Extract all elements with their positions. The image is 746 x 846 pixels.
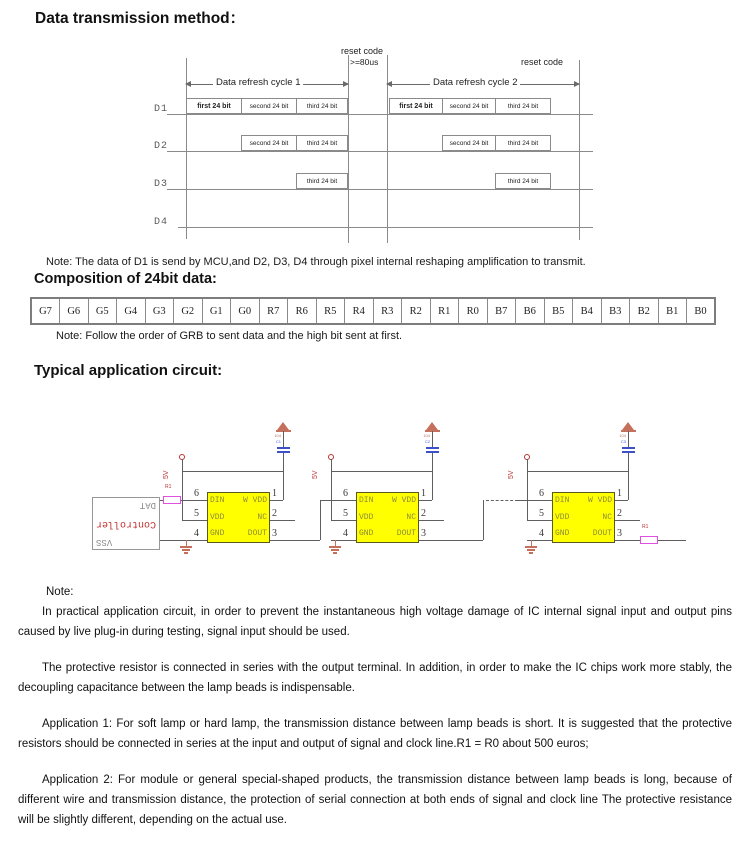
bit-cell: B7 (487, 298, 516, 324)
signal-label-d3: D3 (153, 179, 168, 190)
supply-5v-label: 5V (163, 470, 170, 479)
ground-icon (184, 552, 188, 554)
controller-box (92, 497, 160, 550)
ground-icon (525, 546, 537, 548)
signal-label-d2: D2 (153, 141, 168, 152)
ground-icon (182, 549, 190, 551)
series-resistor-label: R1 (642, 524, 649, 530)
wire (658, 540, 686, 541)
wire (270, 520, 295, 521)
wire (270, 540, 320, 541)
bit-cell: B0 (687, 298, 716, 324)
bit-cell: G0 (231, 298, 260, 324)
series-resistor-label: R1 (165, 484, 172, 490)
power-flag-icon (622, 422, 634, 430)
ic-pin-vdd: VDD (359, 512, 374, 522)
pin-number: 2 (421, 508, 426, 519)
wire (615, 500, 628, 501)
ground-icon (180, 546, 192, 548)
reset-code-label-1: reset code (341, 46, 384, 56)
wire (182, 500, 207, 501)
wire (270, 500, 283, 501)
pin-number: 3 (617, 528, 622, 539)
wire (331, 520, 356, 521)
ground-icon (333, 552, 337, 554)
ic-chip (207, 492, 270, 543)
note-paragraph-3: Application 1: For soft lamp or hard lamp, the transmission distance between lamp beads is short. It is suggested that the protective resistors should be connected in series at the input and output of signal and clock line.R1 = R0 about 500 euros; (18, 718, 732, 750)
notes-section (18, 582, 732, 846)
wire (432, 431, 433, 447)
capacitor-ref-label: C1 (275, 439, 281, 444)
pin-number: 3 (272, 528, 277, 539)
supply-5v-label: 5V (508, 470, 515, 479)
ic-pin-din: DIN (359, 496, 374, 505)
ic-pin-wvdd: W VDD (242, 496, 267, 505)
timing-box: third 24 bit (495, 135, 551, 151)
pin-number: 2 (617, 508, 622, 519)
capacitor-icon (622, 447, 635, 449)
wire (182, 459, 183, 520)
ic-pin-gnd: GND (210, 529, 225, 538)
timing-box: first 24 bit (389, 98, 443, 114)
ic-pin-din: DIN (210, 496, 225, 505)
arrow-left-icon (386, 81, 392, 87)
signal-line-d1 (167, 114, 593, 115)
wire (527, 500, 552, 501)
controller-pin-vss: VSS (96, 537, 113, 547)
reset-code-label-2: reset code (521, 57, 564, 67)
wire (283, 431, 284, 447)
bit-cell: G3 (145, 298, 174, 324)
bit-cell: B6 (516, 298, 545, 324)
ground-icon (527, 549, 535, 551)
note-paragraph-2: The protective resistor is connected in series with the output terminal. In addition, in order to make the IC chips work more stably, the decoupling capacitance between the lamp beads is indispensable. (18, 662, 732, 694)
bit-cell: G4 (117, 298, 146, 324)
capacitor-value-label: 104 (619, 433, 626, 438)
cycle1-label: Data refresh cycle 1 (213, 77, 303, 88)
ic-pin-wvdd: W VDD (587, 496, 612, 505)
ic-pin-dout: DOUT (396, 529, 416, 538)
controller-pin-dat: DAT (139, 500, 156, 510)
bit-cell: G6 (60, 298, 89, 324)
wire (527, 459, 528, 520)
signal-label-d4: D4 (153, 217, 168, 228)
bit-cell: R2 (402, 298, 431, 324)
pin-number: 4 (539, 528, 544, 539)
signal-line-d2 (167, 151, 593, 152)
timing-box: third 24 bit (296, 173, 348, 189)
ic-pin-wvdd: W VDD (391, 496, 416, 505)
pin-number: 5 (194, 508, 199, 519)
pin-number: 2 (272, 508, 277, 519)
ic-stage-3 (508, 410, 644, 560)
timing-box: first 24 bit (186, 98, 242, 114)
heading-24bit-composition: Composition of 24bit data: (34, 271, 217, 287)
power-flag-icon (426, 422, 438, 430)
ic-pin-nc: NC (406, 512, 416, 522)
application-circuit-diagram (0, 410, 746, 582)
bit-cell: R3 (373, 298, 402, 324)
capacitor-ref-label: C3 (620, 439, 626, 444)
timing-box: third 24 bit (495, 173, 551, 189)
timing-box: third 24 bit (296, 135, 348, 151)
pin-number: 6 (539, 488, 544, 499)
ic-pin-nc: NC (257, 512, 267, 522)
pin-number: 4 (194, 528, 199, 539)
bit-table-row (31, 298, 715, 324)
ic-stage-2 (312, 410, 448, 560)
wire (527, 520, 552, 521)
capacitor-value-label: 104 (423, 433, 430, 438)
bit-cell: R5 (316, 298, 345, 324)
pin-number: 6 (194, 488, 199, 499)
timing-box: third 24 bit (296, 98, 348, 114)
wire (632, 540, 640, 541)
pin-number: 3 (421, 528, 426, 539)
wire (331, 500, 356, 501)
ic-pin-vdd: VDD (555, 512, 570, 522)
ic-pin-gnd: GND (359, 529, 374, 538)
pin-number: 6 (343, 488, 348, 499)
arrow-right-icon (574, 81, 580, 87)
timing-box: second 24 bit (241, 135, 297, 151)
pin-number: 5 (343, 508, 348, 519)
bit-cell: B3 (601, 298, 630, 324)
ic-pin-dout: DOUT (592, 529, 612, 538)
ic-pin-gnd: GND (555, 529, 570, 538)
supply-5v-label: 5V (312, 470, 319, 479)
ic-pin-vdd: VDD (210, 512, 225, 522)
wire (628, 431, 629, 447)
note-paragraph-1: In practical application circuit, in order to prevent the instantaneous high voltage damage of IC internal signal input and output pins caused by live plug-in during testing, signal input should be used. (18, 606, 732, 638)
timing-note: Note: The data of D1 is send by MCU,and D2, D3, D4 through pixel internal reshaping amplification to transmit. (46, 256, 586, 268)
capacitor-value-label: 104 (274, 433, 281, 438)
bit-cell: B2 (630, 298, 659, 324)
capacitor-ref-label: C2 (424, 439, 430, 444)
timing-box: second 24 bit (241, 98, 297, 114)
ic-pin-dout: DOUT (247, 529, 267, 538)
note-paragraph-4: Application 2: For module or general special-shaped products, the transmission distance between lamp beads is long, because of different wire and transmission distance, the protection of serial connection at both ends of signal and clock line The protective resistance will be slightly different, depending on the actual use. (18, 774, 732, 826)
arrow-left-icon (185, 81, 191, 87)
signal-line-d3 (167, 189, 593, 190)
bit-cell: B4 (573, 298, 602, 324)
ic-chip (552, 492, 615, 543)
timing-box: second 24 bit (442, 98, 496, 114)
bit-cell: R7 (259, 298, 288, 324)
wire (182, 520, 207, 521)
wire (419, 520, 444, 521)
controller-title: Controller (95, 518, 156, 529)
ground-icon (529, 552, 533, 554)
notes-title: Note: (46, 586, 74, 598)
cycle2-end-line (579, 60, 580, 240)
reset-code-duration: >=80us (350, 57, 379, 67)
wire (331, 471, 432, 472)
bit-cell: G5 (88, 298, 117, 324)
wire (615, 520, 640, 521)
capacitor-icon (426, 447, 439, 449)
ic-pin-din: DIN (555, 496, 570, 505)
signal-label-d1: D1 (153, 104, 168, 115)
pin-number: 5 (539, 508, 544, 519)
wire (182, 471, 283, 472)
bit-cell: G1 (202, 298, 231, 324)
bit-cell: B1 (658, 298, 687, 324)
ic-stage-1 (163, 410, 299, 560)
ground-icon (329, 546, 341, 548)
wire (419, 540, 439, 541)
ic-pin-nc: NC (602, 512, 612, 522)
pin-number: 1 (421, 488, 426, 499)
signal-line-d4 (178, 227, 593, 228)
wire (439, 540, 483, 541)
controller-rotated-content (93, 498, 159, 549)
bit-table (30, 297, 716, 325)
wire (419, 500, 432, 501)
ground-icon (331, 549, 339, 551)
pin-number: 1 (617, 488, 622, 499)
wire (527, 471, 628, 472)
power-flag-icon (277, 422, 289, 430)
cycle2-label: Data refresh cycle 2 (430, 77, 520, 88)
timing-box: third 24 bit (495, 98, 551, 114)
timing-diagram (0, 0, 746, 250)
bit-table-note: Note: Follow the order of GRB to sent data and the high bit sent at first. (56, 330, 403, 342)
bit-cell: R0 (459, 298, 488, 324)
bit-cell: R4 (345, 298, 374, 324)
bit-cell: B5 (544, 298, 573, 324)
arrow-right-icon (343, 81, 349, 87)
bit-cell: G2 (174, 298, 203, 324)
pin-number: 1 (272, 488, 277, 499)
bit-cell: R1 (430, 298, 459, 324)
wire (331, 459, 332, 520)
timing-box: second 24 bit (442, 135, 496, 151)
bit-cell: R6 (288, 298, 317, 324)
heading-application-circuit: Typical application circuit: (34, 362, 223, 379)
resistor-r1-output (640, 536, 658, 544)
bit-cell: G7 (31, 298, 60, 324)
heading-data-transmission: Data transmission method： (35, 10, 246, 27)
wire (483, 500, 484, 540)
capacitor-icon (277, 447, 290, 449)
ic-chip (356, 492, 419, 543)
pin-number: 4 (343, 528, 348, 539)
